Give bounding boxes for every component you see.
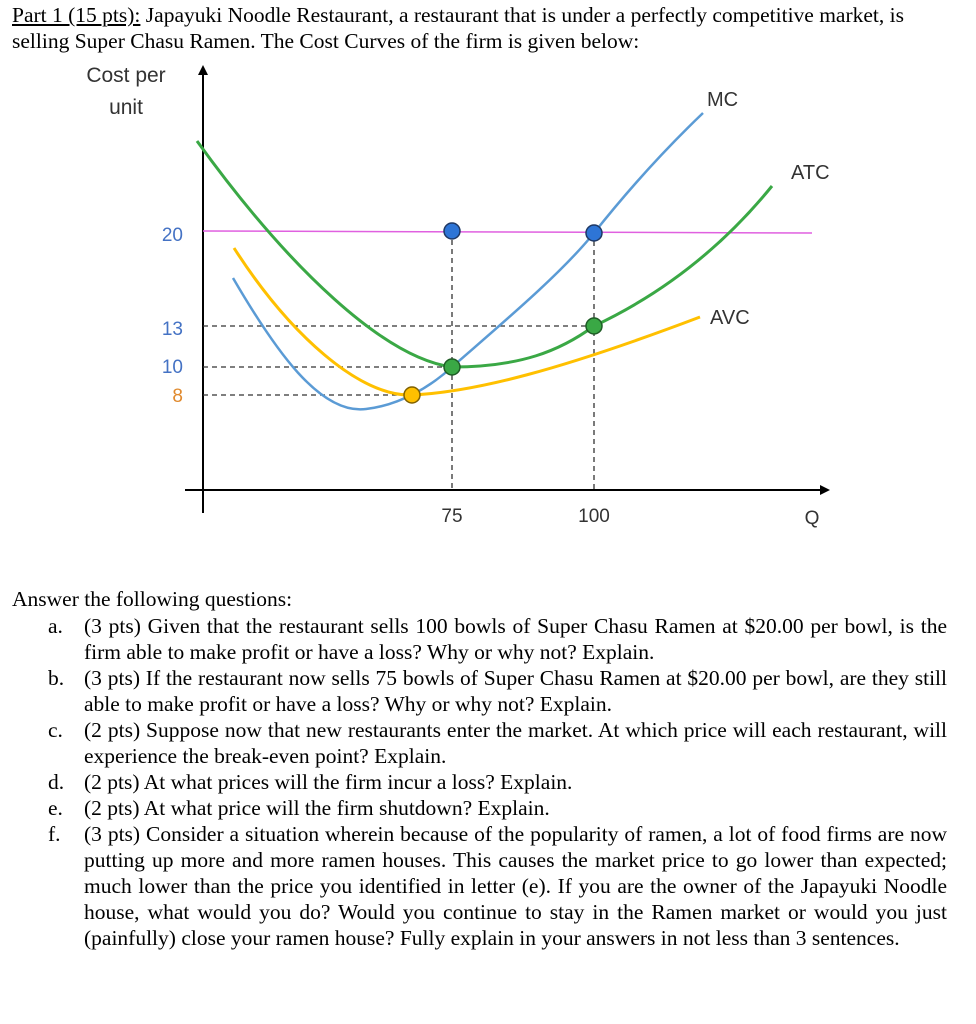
question-letter: f.	[48, 822, 61, 846]
point-100-13	[586, 318, 602, 334]
questions-section	[12, 586, 947, 951]
y-tick-label: 13	[161, 319, 183, 340]
intro-text: Japayuki Noodle Restaurant, a restaurant that is under a perfectly competitive market, is selling Super Chasu Ramen. The Cost Curves of the firm is given below:	[12, 3, 904, 53]
question-text: (2 pts) At what prices will the firm incur a loss? Explain.	[84, 770, 573, 794]
question-text: (2 pts) At what price will the firm shutdown? Explain.	[84, 796, 550, 820]
question-text: (2 pts) Suppose now that new restaurants enter the market. At which price will each restaurant, will experience the break-even point? Explain.	[84, 718, 947, 768]
questions-list	[12, 613, 947, 951]
question-item	[12, 769, 947, 795]
question-item	[12, 821, 947, 951]
point-75-20	[444, 223, 460, 239]
intro-paragraph	[12, 2, 962, 54]
question-text: (3 pts) If the restaurant now sells 75 bowls of Super Chasu Ramen at $20.00 per bowl, are they still able to make profit or have a loss? Why or why not? Explain.	[84, 666, 947, 716]
mc-curve	[233, 113, 703, 409]
atc-label: ATC	[791, 162, 830, 184]
question-letter: b.	[48, 666, 65, 690]
x-tick-label: 100	[578, 506, 610, 527]
question-item	[12, 613, 947, 665]
y-axis-label-line2: unit	[109, 96, 143, 119]
avc-label: AVC	[710, 307, 750, 329]
mc-label: MC	[707, 89, 739, 111]
y-tick-label: 8	[172, 386, 183, 407]
x-tick-label: 75	[441, 506, 463, 527]
point-avc-min	[404, 387, 420, 403]
y-tick-label: 20	[161, 225, 183, 246]
point-75-10	[444, 359, 460, 375]
cost-curves-chart	[0, 55, 976, 535]
part-label: Part 1 (15 pts):	[12, 3, 141, 27]
y-axis-label-line1: Cost per	[86, 64, 166, 87]
question-item	[12, 717, 947, 769]
question-item	[12, 665, 947, 717]
x-axis-label: Q	[804, 508, 820, 529]
question-letter: d.	[48, 770, 65, 794]
question-text: (3 pts) Given that the restaurant sells 100 bowls of Super Chasu Ramen at $20.00 per bowl, is the firm able to make profit or have a loss? Why or why not? Explain.	[84, 614, 947, 664]
questions-heading: Answer the following questions:	[12, 587, 293, 611]
question-item	[12, 795, 947, 821]
question-letter: c.	[48, 718, 63, 742]
question-text: (3 pts) Consider a situation wherein because of the popularity of ramen, a lot of food firms are now putting up more and more ramen houses. This causes the market price to go lower than expected; much lower than the price you identified in letter (e). If you are the owner of the Japayuki Noodle house, what would you do? Would you continue to stay in the Ramen market or would you just (painfully) close your ramen house? Fully explain in your answers in not less than 3 sentences.	[84, 822, 947, 950]
question-letter: a.	[48, 614, 63, 638]
question-letter: e.	[48, 796, 63, 820]
y-tick-label: 10	[161, 357, 183, 378]
point-100-20	[586, 225, 602, 241]
atc-curve	[197, 141, 772, 367]
price-line	[203, 231, 812, 233]
